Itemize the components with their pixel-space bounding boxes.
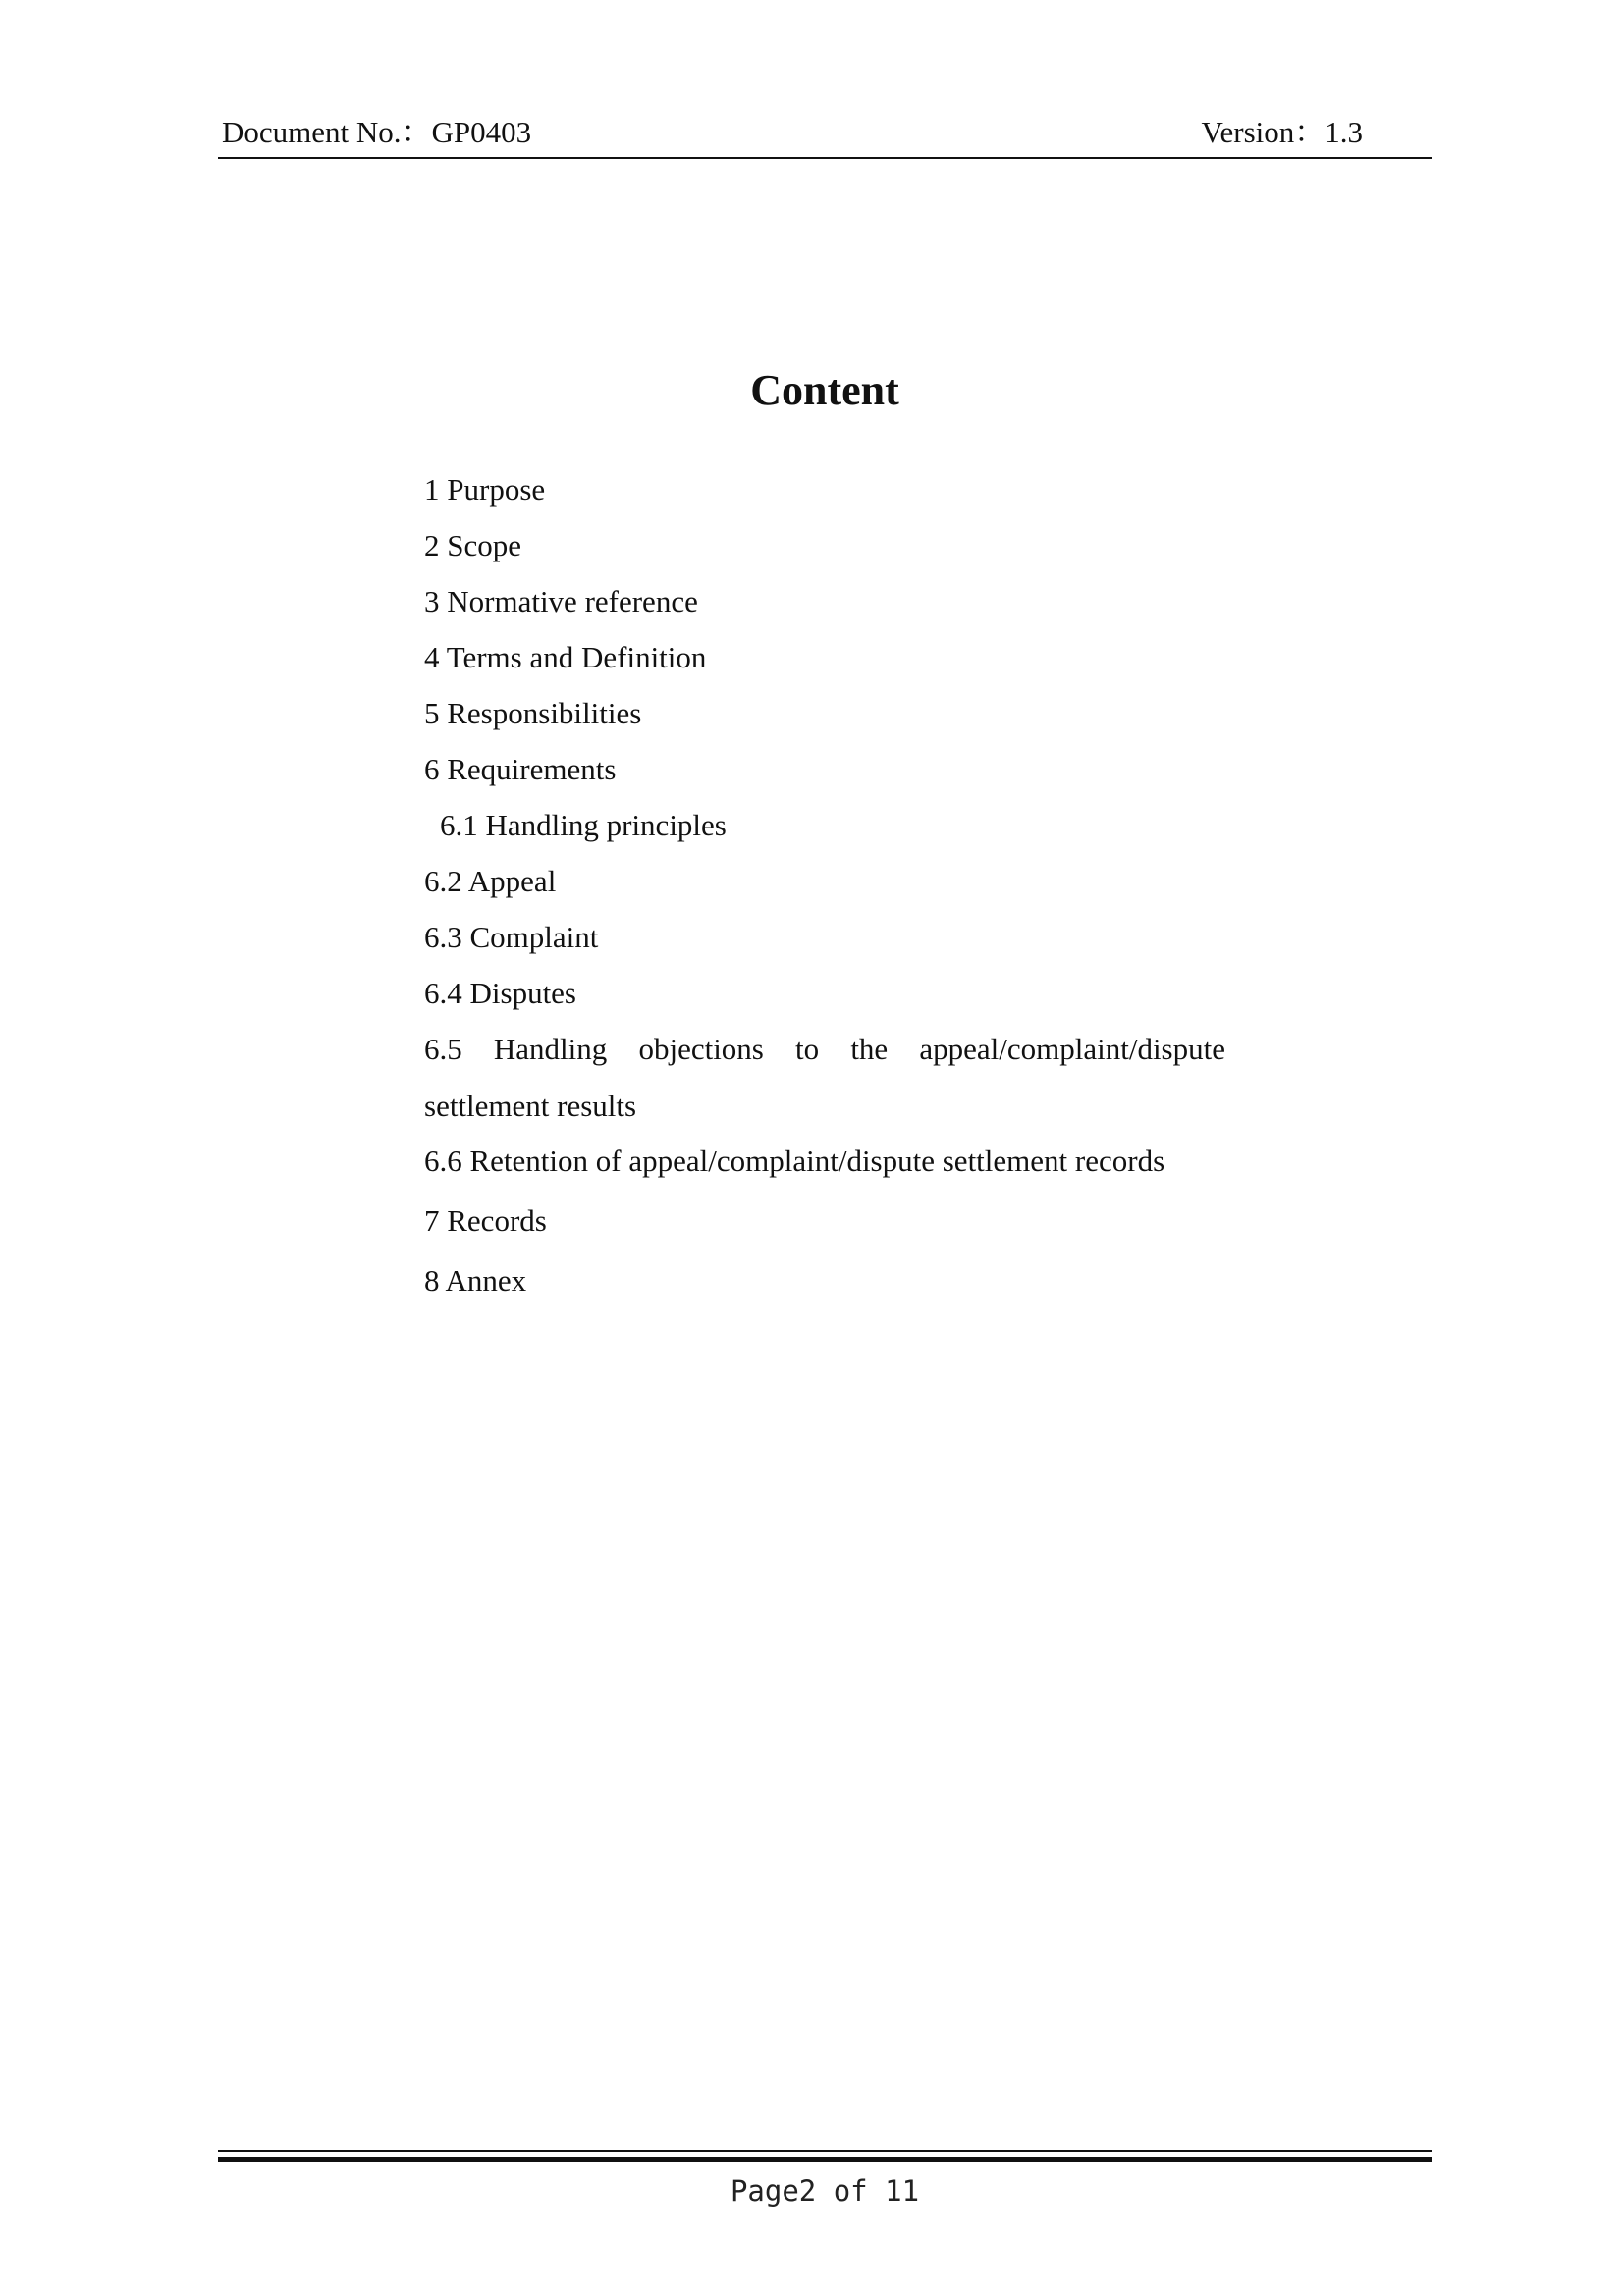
toc-item-records: 7 Records [424,1203,547,1238]
toc-item-handling-objections: 6.5 Handling objections to the appeal/complaint/dispute settlement results [424,1032,1225,1123]
footer-rule [218,2150,1432,2162]
toc-item-requirements: 6 Requirements [424,752,617,786]
toc-item-responsibilities: 5 Responsibilities [424,696,642,730]
document-version: Version：1.3 [1201,115,1363,149]
toc-item-disputes: 6.4 Disputes [424,976,576,1010]
footer-rule-thin [218,2150,1432,2152]
toc-item-terms-and-definition: 4 Terms and Definition [424,640,707,674]
toc-item-purpose: 1 Purpose [424,472,546,507]
toc-item-scope: 2 Scope [424,528,522,562]
toc-item-normative-reference: 3 Normative reference [424,584,698,618]
page-title: Content [750,366,899,414]
toc-item-handling-principles: 6.1 Handling principles [440,808,727,842]
document-number: Document No.：GP0403 [222,115,532,149]
toc-item-retention-of-records: 6.6 Retention of appeal/complaint/dispute settlement records [424,1144,1165,1178]
toc-item-annex: 8 Annex [424,1263,527,1298]
toc-item-appeal: 6.2 Appeal [424,864,557,898]
toc-item-complaint: 6.3 Complaint [424,920,599,954]
page-header [218,108,1432,159]
page-number: Page2 of 11 [730,2174,920,2208]
footer-rule-thick [218,2157,1432,2162]
